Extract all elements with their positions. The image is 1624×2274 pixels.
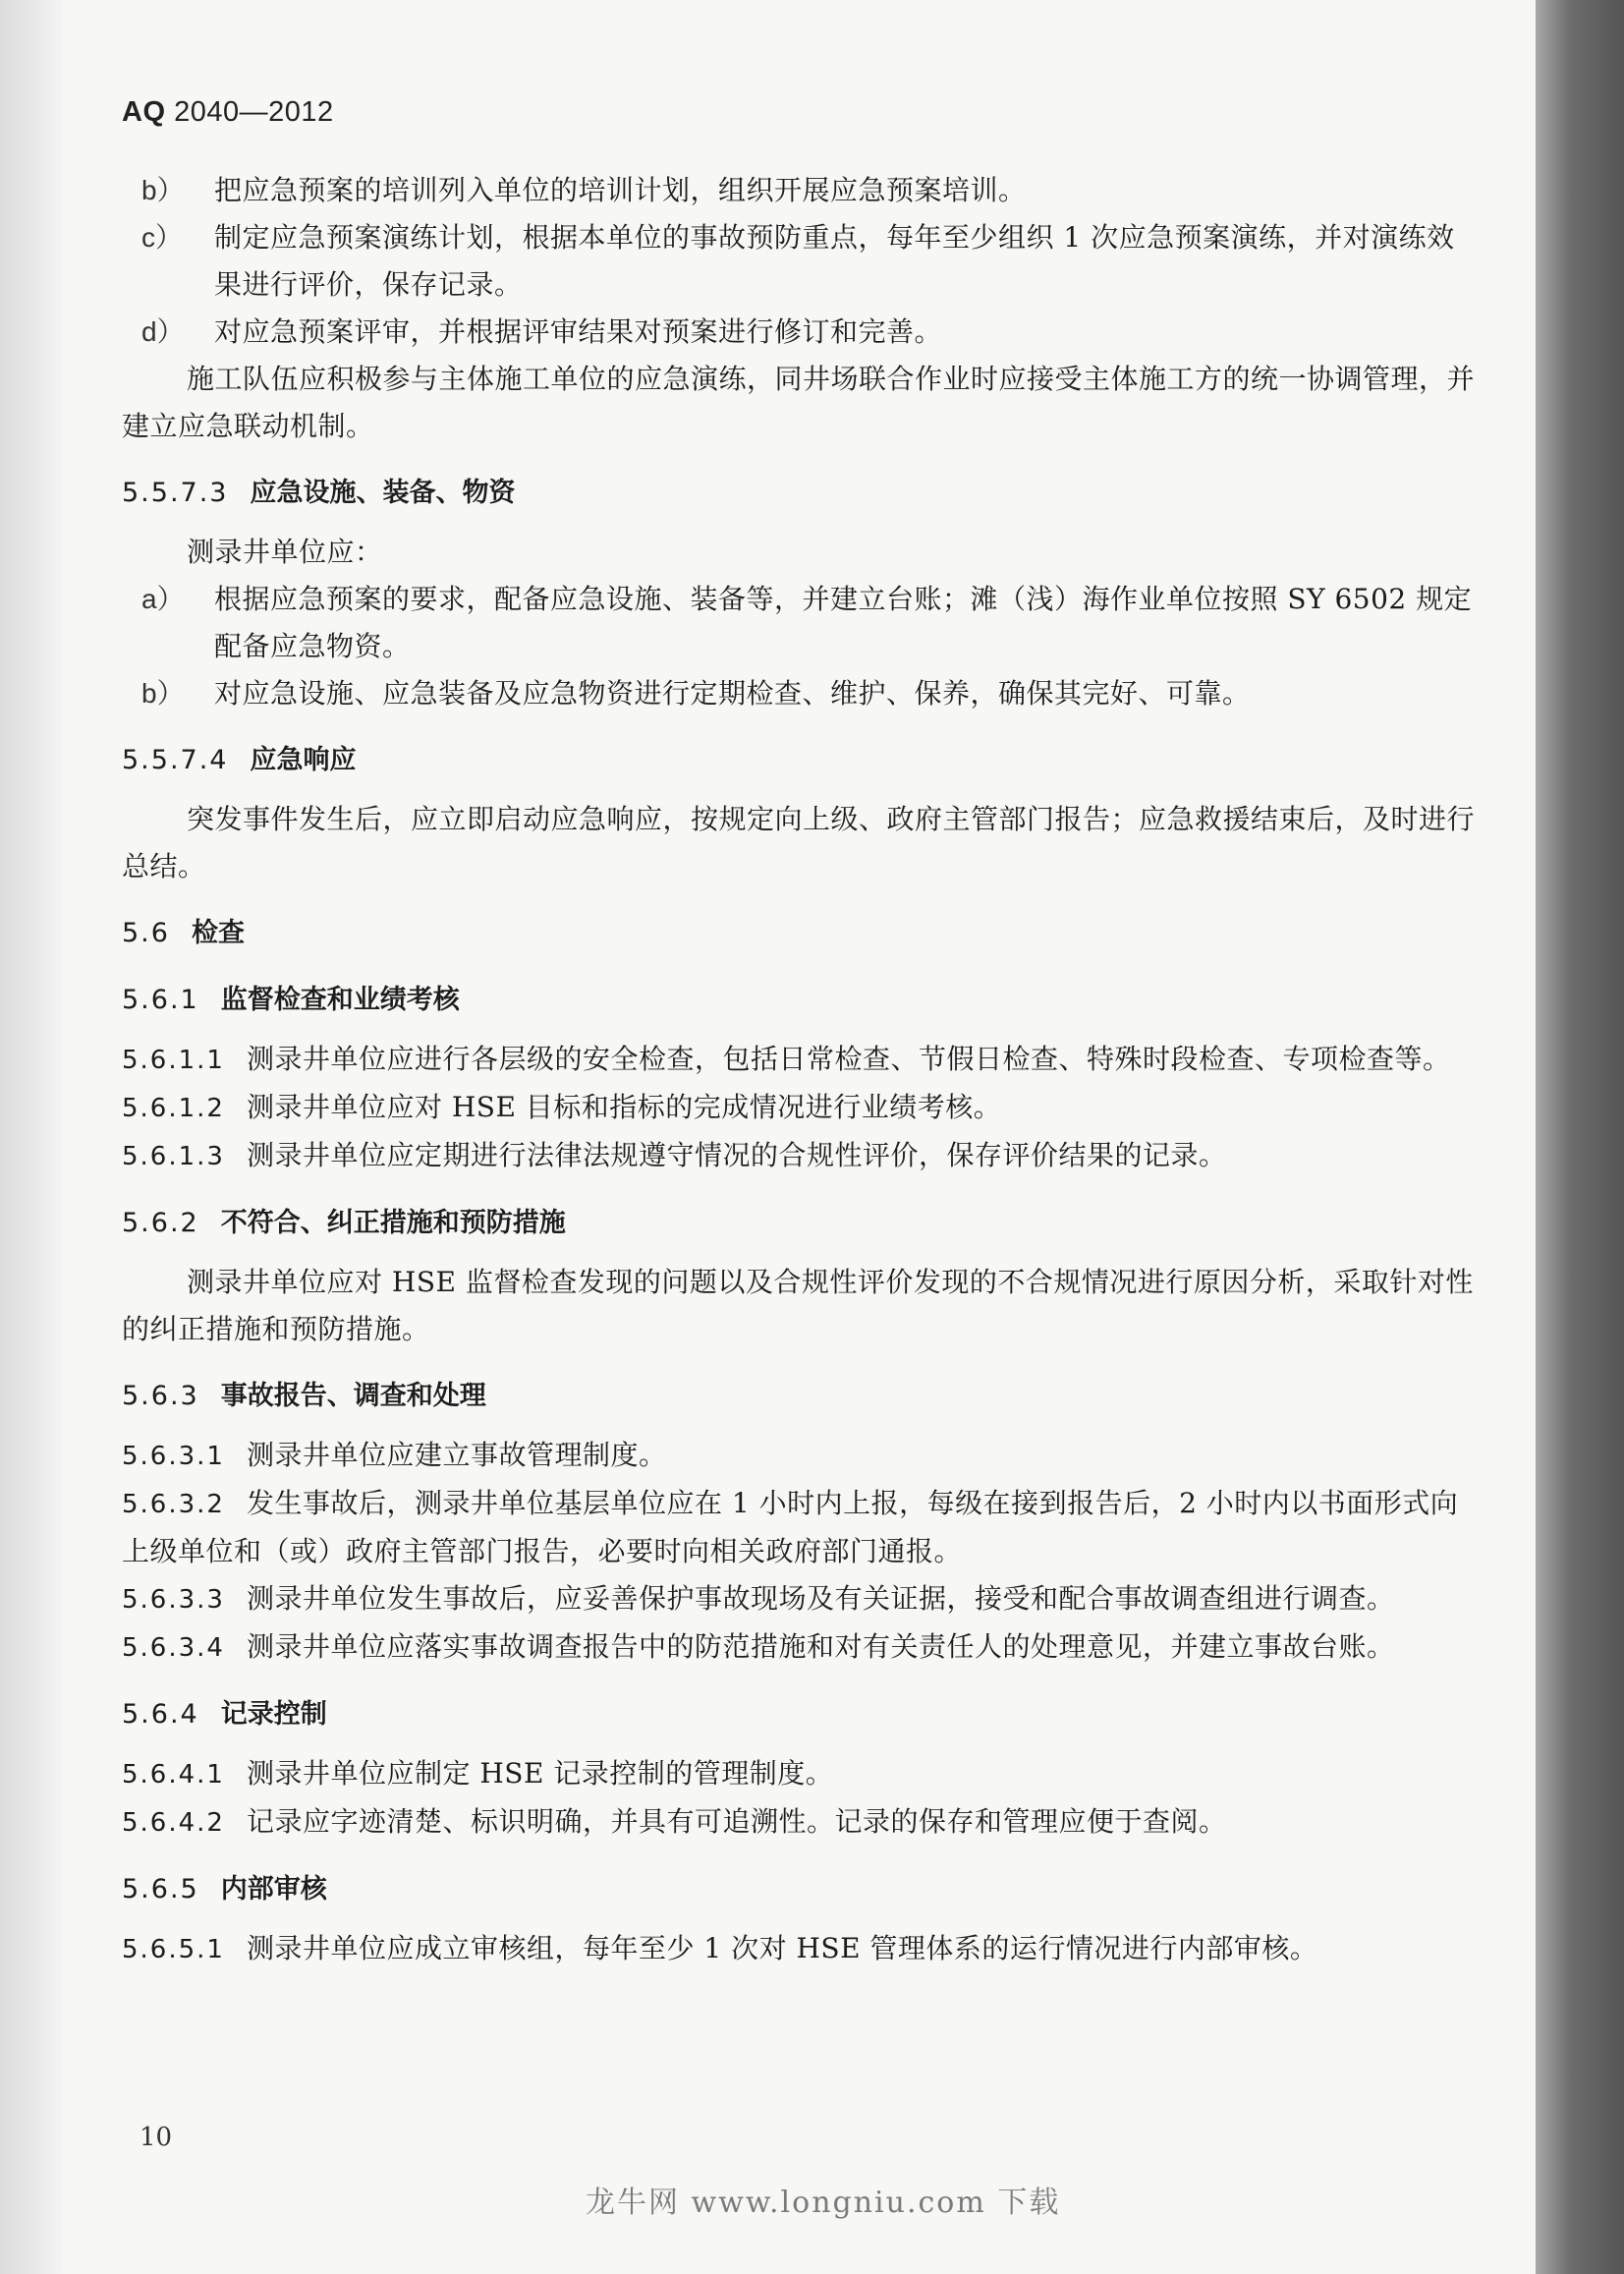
list-item-label: a） [141, 584, 185, 614]
page-number: 10 [140, 2123, 173, 2152]
list-item-label: b） [141, 175, 185, 205]
section-number: 5.5.7.3 [122, 478, 229, 508]
section-title: 监督检查和业绩考核 [220, 985, 460, 1015]
section-heading [122, 1866, 1478, 1913]
section-number: 5.6.1 [122, 985, 199, 1015]
section-title: 记录控制 [220, 1699, 327, 1730]
section-title: 应急设施、装备、物资 [250, 478, 516, 508]
clause [122, 1084, 1478, 1132]
list-item [122, 309, 1478, 356]
section-number: 5.5.7.4 [122, 745, 229, 775]
clause-text: 测录井单位应落实事故调查报告中的防范措施和对有关责任人的处理意见，并建立事故台账。 [246, 1630, 1395, 1663]
clause-number: 5.6.1.2 [122, 1094, 225, 1123]
section-heading [122, 910, 1478, 957]
paragraph: 施工队伍应积极参与主体施工单位的应急演练，同井场联合作业时应接受主体施工方的统一协调管理，并建立应急联动机制。 [122, 363, 1476, 442]
list-item-text: 制定应急预案演练计划，根据本单位的事故预防重点，每年至少组织 1 次应急预案演练，并对演练效果进行评价，保存记录。 [214, 221, 1455, 301]
section-heading [122, 1373, 1478, 1420]
clause [122, 1132, 1478, 1180]
clause-number: 5.6.5.1 [122, 1935, 225, 1964]
list-item-label: b） [141, 678, 185, 709]
section-heading [122, 470, 1478, 517]
clause [122, 1623, 1478, 1672]
scan-right-shadow [1536, 0, 1624, 2274]
clause-text: 测录井单位应进行各层级的安全检查，包括日常检查、节假日检查、特殊时段检查、专项检查等。 [246, 1043, 1451, 1075]
clause-text: 发生事故后，测录井单位基层单位应在 1 小时内上报，每级在接到报告后，2 小时内以书面形式向上级单位和（或）政府主管部门报告，必要时向相关政府部门通报。 [122, 1487, 1459, 1567]
section-title: 事故报告、调查和处理 [220, 1381, 486, 1411]
section-title: 检查 [191, 918, 245, 948]
clause [122, 1798, 1478, 1847]
section-title: 内部审核 [220, 1874, 327, 1904]
clause-number: 5.6.3.2 [122, 1490, 225, 1519]
list-item-label: c） [141, 222, 184, 253]
section-heading [122, 737, 1478, 784]
clause [122, 1432, 1478, 1480]
section-number: 5.6 [122, 918, 170, 948]
clause-number: 5.6.4.2 [122, 1808, 225, 1838]
section-heading [122, 1691, 1478, 1738]
clause-number: 5.6.4.1 [122, 1760, 225, 1790]
list-item-text: 根据应急预案的要求，配备应急设施、装备等，并建立台账；滩（浅）海作业单位按照 SY 6502 规定配备应急物资。 [214, 583, 1473, 662]
clause-number: 5.6.1.1 [122, 1046, 225, 1075]
scan-left-margin [0, 0, 63, 2274]
clause [122, 1925, 1478, 1973]
paragraph: 突发事件发生后，应立即启动应急响应，按规定向上级、政府主管部门报告；应急救援结束后，及时进行总结。 [122, 803, 1476, 882]
document-id [122, 96, 334, 129]
list-item [122, 576, 1478, 670]
clause-text: 测录井单位应成立审核组，每年至少 1 次对 HSE 管理体系的运行情况进行内部审核。 [246, 1932, 1318, 1964]
clause-number: 5.6.1.3 [122, 1142, 225, 1171]
clause-text: 测录井单位应定期进行法律法规遵守情况的合规性评价，保存评价结果的记录。 [246, 1139, 1227, 1171]
clause-number: 5.6.3.1 [122, 1442, 225, 1471]
section-number: 5.6.4 [122, 1699, 199, 1730]
section-title: 应急响应 [250, 745, 357, 775]
clause [122, 1480, 1478, 1575]
doc-number: 2040—2012 [174, 96, 334, 128]
clause-text: 测录井单位应制定 HSE 记录控制的管理制度。 [246, 1757, 834, 1790]
section-number: 5.6.2 [122, 1208, 199, 1238]
list-item [122, 670, 1478, 717]
list-item-label: d） [141, 316, 185, 347]
list-item [122, 214, 1478, 309]
clause-number: 5.6.3.3 [122, 1585, 225, 1615]
paragraph: 测录井单位应： [187, 536, 383, 568]
section-heading [122, 977, 1478, 1024]
section-number: 5.6.5 [122, 1874, 199, 1904]
document-body [122, 167, 1478, 1973]
clause [122, 1575, 1478, 1623]
doc-prefix: AQ [122, 96, 166, 128]
clause-text: 记录应字迹清楚、标识明确，并具有可追溯性。记录的保存和管理应便于查阅。 [246, 1805, 1227, 1838]
list-item-text: 把应急预案的培训列入单位的培训计划，组织开展应急预案培训。 [214, 174, 1027, 206]
clause-text: 测录井单位发生事故后，应妥善保护事故现场及有关证据，接受和配合事故调查组进行调查。 [246, 1582, 1395, 1615]
clause [122, 1036, 1478, 1084]
paragraph: 测录井单位应对 HSE 监督检查发现的问题以及合规性评价发现的不合规情况进行原因分析，采取针对性的纠正措施和预防措施。 [122, 1266, 1474, 1345]
section-heading [122, 1200, 1478, 1247]
section-number: 5.6.3 [122, 1381, 199, 1411]
list-item-text: 对应急预案评审，并根据评审结果对预案进行修订和完善。 [214, 315, 943, 348]
clause-text: 测录井单位应对 HSE 目标和指标的完成情况进行业绩考核。 [246, 1091, 1002, 1123]
clause-number: 5.6.3.4 [122, 1633, 225, 1663]
clause [122, 1750, 1478, 1798]
watermark: 龙牛网 www.longniu.com 下载 [586, 2186, 1061, 2220]
list-item-text: 对应急设施、应急装备及应急物资进行定期检查、维护、保养，确保其完好、可靠。 [214, 677, 1251, 710]
list-item [122, 167, 1478, 214]
section-title: 不符合、纠正措施和预防措施 [220, 1208, 566, 1238]
clause-text: 测录井单位应建立事故管理制度。 [246, 1439, 667, 1471]
